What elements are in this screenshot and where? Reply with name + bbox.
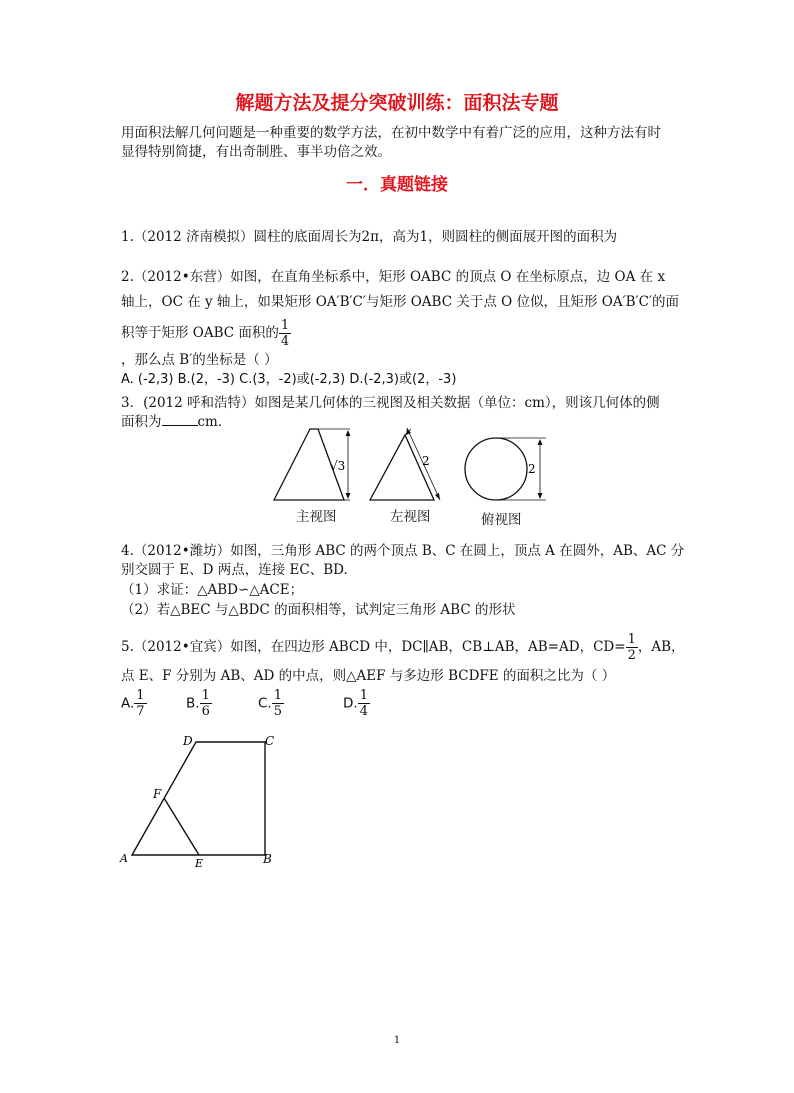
point-a-label: A — [120, 852, 128, 865]
side-view — [370, 428, 440, 500]
question-2-line-3 — [121, 318, 291, 349]
intro-line-2: 显得特别简捷，有出奇制胜、事半功倍之效。 — [121, 144, 391, 160]
fraction-one-half: $\frac{1}{2}$ — [627, 632, 636, 663]
front-view — [274, 429, 351, 500]
top-view-label: 俯视图 — [481, 512, 522, 528]
question-3-line-2 — [121, 413, 231, 431]
question-4-line-1: 4.（2012•潍坊）如图，三角形 ABC 的两个顶点 B、C 在圆上，顶点 A 在圆外，AB、AC 分 — [121, 543, 685, 559]
question-5-line-2: 点 E、F 分别为 AB、AD 的中点，则△AEF 与多边形 BCDFE 的面积之比为（ ） — [121, 668, 616, 684]
point-e-label: E — [195, 857, 204, 870]
question-5-option-d: D. $\frac{1}{4}$ — [343, 688, 368, 719]
side-view-label: 左视图 — [390, 509, 431, 525]
three-views-figure — [270, 425, 560, 505]
point-f-label: F — [153, 787, 162, 801]
question-5-line-1-end: ，AB， — [637, 639, 685, 655]
question-4-part-2: （2）若△BEC 与△BDC 的面积相等，试判定三角形 ABC 的形状 — [121, 602, 516, 618]
question-3-line-2-text: 面积为 — [121, 414, 162, 430]
question-2-line-4: ，那么点 B′的坐标是（ ） — [121, 352, 278, 368]
question-4-part-1: （1）求证：△ABD∽△ACE； — [121, 582, 304, 598]
question-1: 1.（2012 济南模拟）圆柱的底面周长为2π，高为1，则圆柱的侧面展开图的面积为 — [121, 229, 618, 245]
question-5-option-c: C. $\frac{1}{5}$ — [258, 688, 282, 719]
question-5-line-1 — [121, 632, 685, 663]
answer-blank — [162, 413, 198, 426]
question-4-line-2: 别交圆于 E、D 两点，连接 EC、BD. — [121, 562, 348, 578]
question-3-line-1: 3．(2012 呼和浩特）如图是某几何体的三视图及相关数据（单位：cm），则该几何体的侧 — [121, 395, 660, 411]
front-view-dimension: √3 — [330, 459, 346, 473]
point-d-label: D — [183, 734, 193, 748]
quadrilateral-figure — [115, 730, 285, 870]
intro-line-1: 用面积法解几何问题是一种重要的数学方法，在初中数学中有着广泛的应用，这种方法有时 — [121, 125, 661, 141]
point-c-label: C — [265, 734, 275, 748]
page-number: 1 — [393, 1035, 401, 1046]
question-2-line-3-text: 积等于矩形 OABC 面积的 — [121, 325, 279, 341]
point-b-label: B — [263, 852, 272, 866]
fraction-one-quarter: $\frac{1}{4}$ — [280, 318, 290, 349]
top-view-dimension: 2 — [528, 462, 536, 476]
question-5-line-1-text: 5.（2012•宜宾）如图，在四边形 ABCD 中，DC∥AB，CB⊥AB，AB=AD，CD= — [121, 639, 626, 655]
page-title: 解题方法及提分突破训练：面积法专题 — [235, 92, 559, 114]
question-2-line-1: 2.（2012•东营）如图，在直角坐标系中，矩形 OABC 的顶点 O 在坐标原点，边 OA 在 x — [121, 269, 666, 285]
side-view-dimension: 2 — [422, 454, 430, 468]
question-5-option-a: A. $\frac{1}{7}$ — [121, 688, 145, 719]
front-view-label: 主视图 — [296, 509, 337, 525]
question-5-option-b: B. $\frac{1}{6}$ — [186, 688, 210, 719]
question-2-line-2: 轴上，OC 在 y 轴上，如果矩形 OA′B′C′与矩形 OABC 关于点 O 位似，且矩形 OA′B′C′的面 — [121, 294, 680, 310]
question-3-unit: cm． — [197, 414, 232, 430]
top-view — [465, 438, 546, 500]
question-2-options: A. (-2,3) B.(2，-3) C.(3，-2)或(-2,3) D.(-2,3)或(2，-3) — [121, 372, 457, 387]
section-heading: 一．真题链接 — [346, 175, 448, 195]
